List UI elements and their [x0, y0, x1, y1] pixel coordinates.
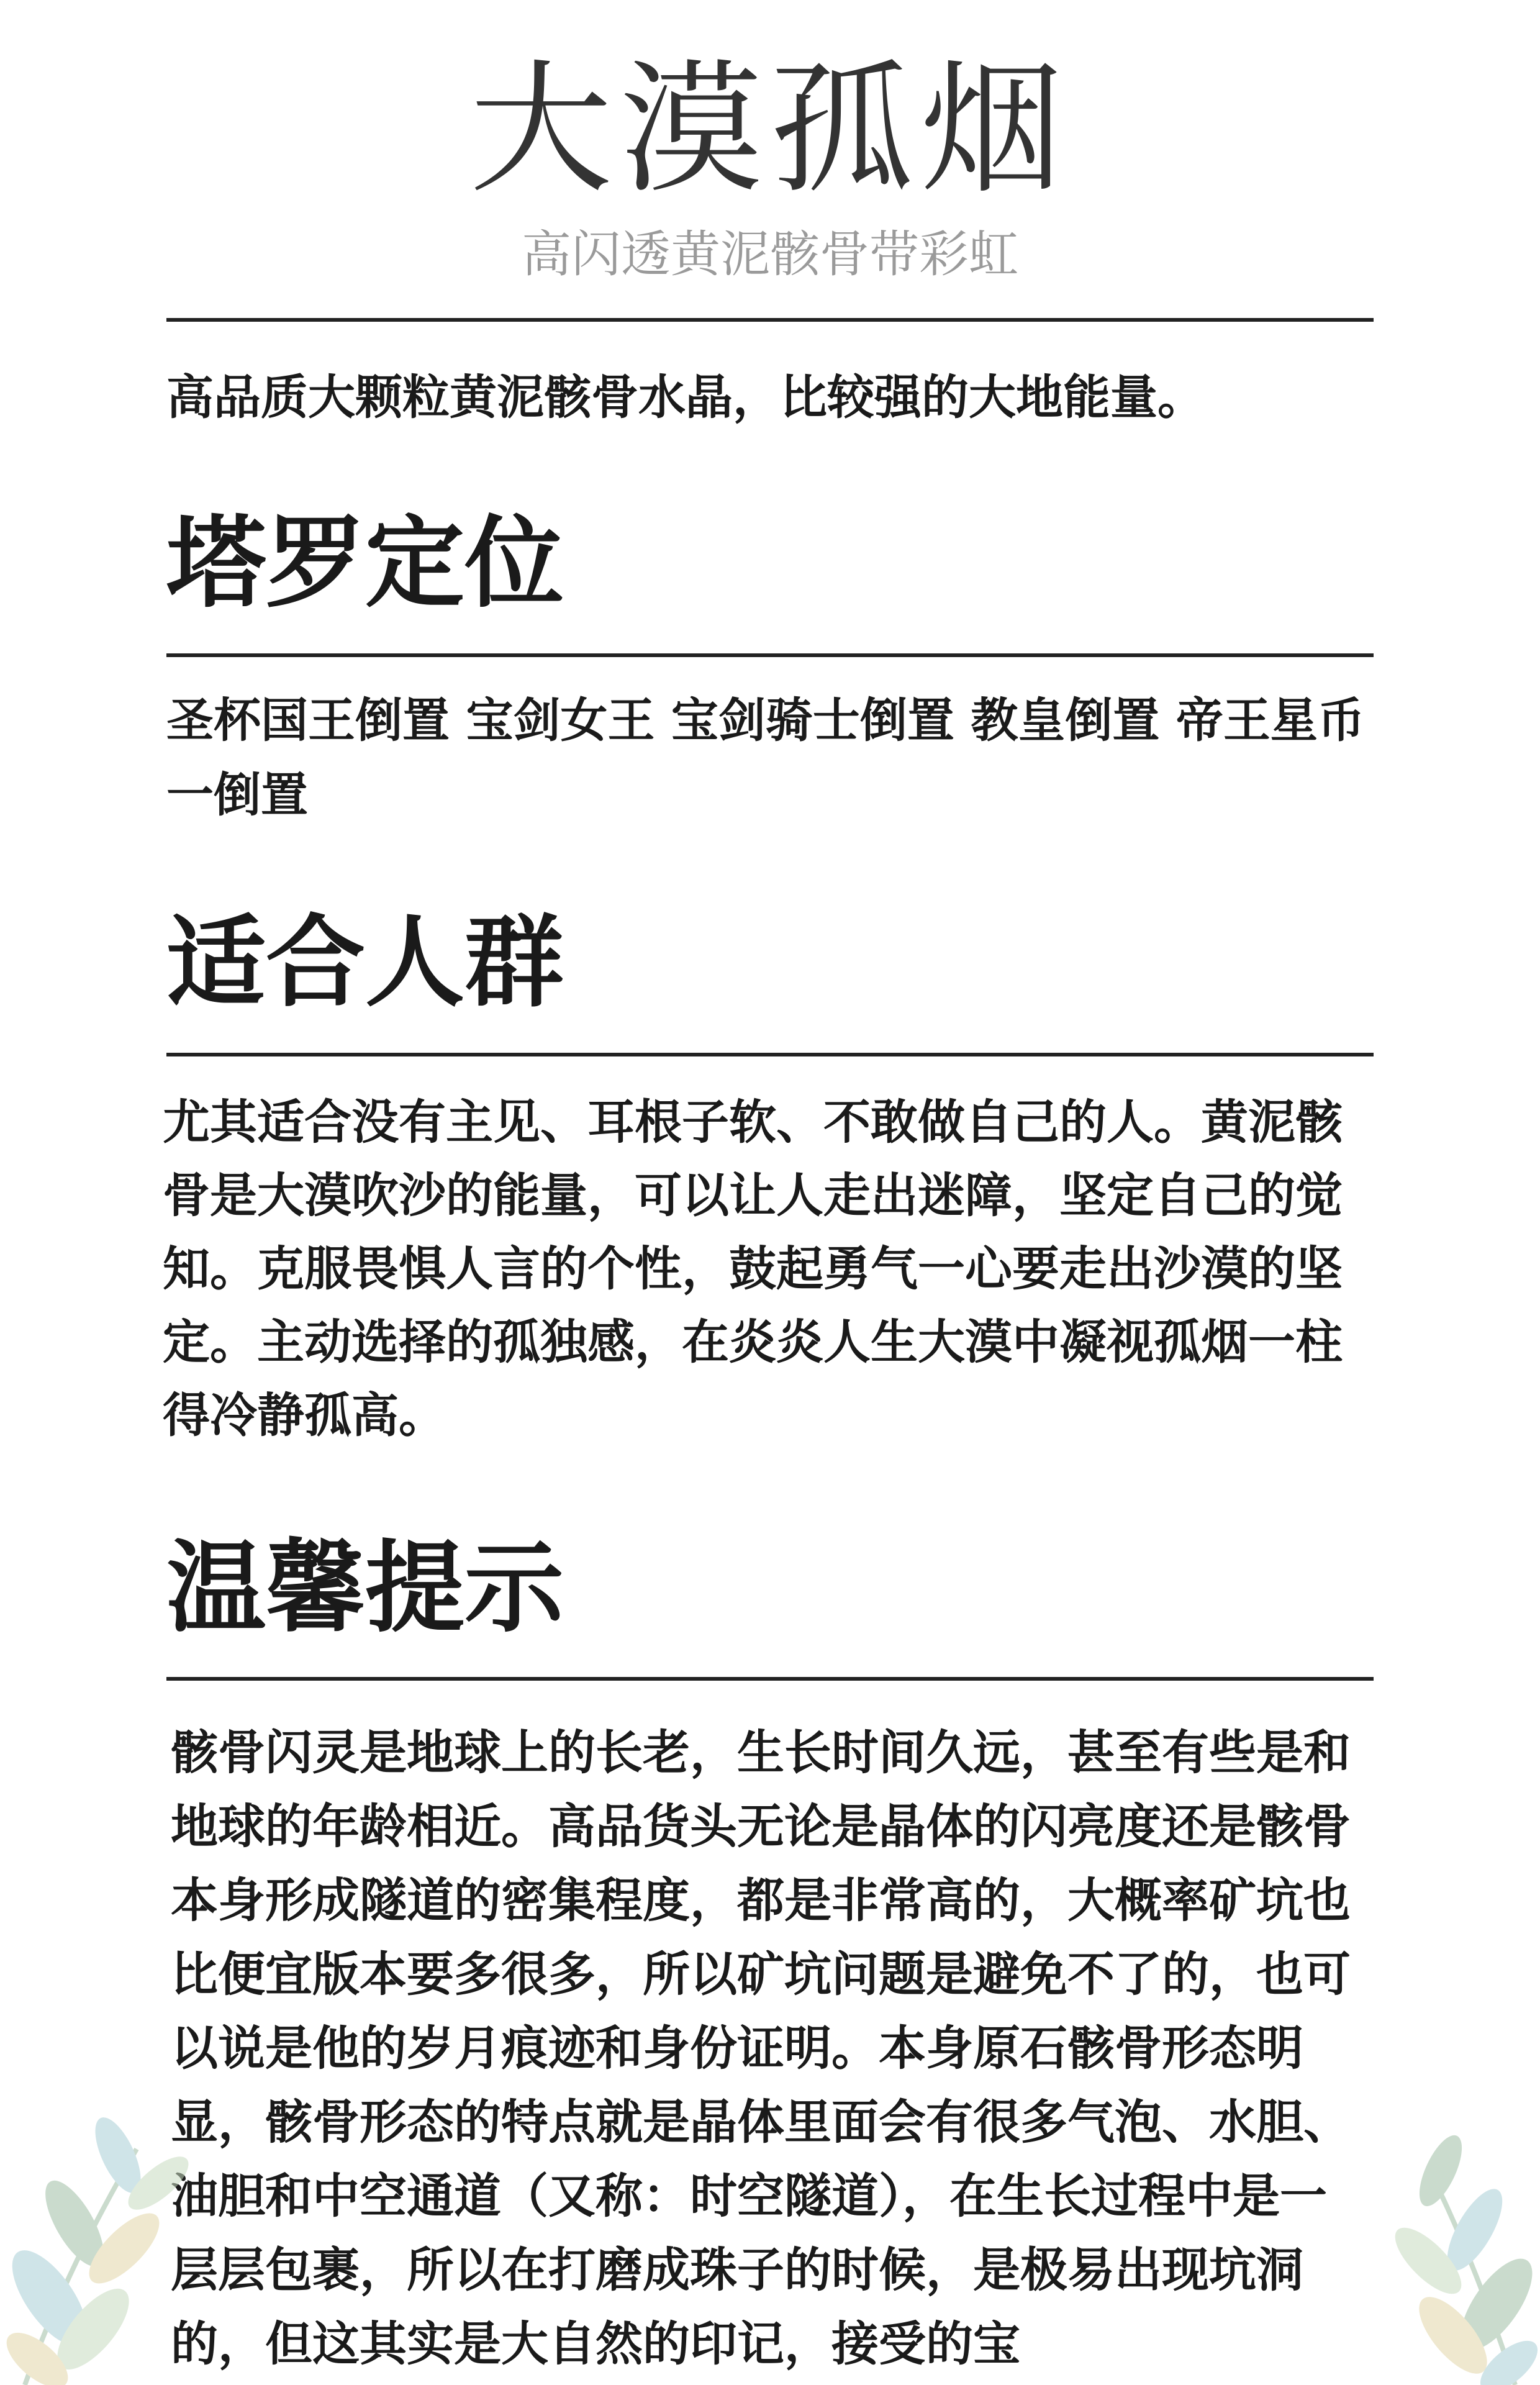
section-title-audience: 适合人群 — [166, 904, 564, 1020]
divider — [166, 1677, 1374, 1681]
section-text-tips: 骸骨闪灵是地球上的长老，生长时间久远，甚至有些是和地球的年龄相近。高品货头无论是晶体的闪亮度还是骸骨本身形成隧道的密集程度，都是非常高的，大概率矿坑也比便宜版本要多很多，所以矿坑问题是避免不了的，也可以说是他的岁月痕迹和身份证明。本身原石骸骨形态明显，骸骨形态的特点就是晶体里面会有很多气泡、水胆、油胆和中空通道（又称：时空隧道），在生长过程中是一层层包裹，所以在打磨成珠子的时候，是极易出现坑洞的，但这其实是大自然的印记，接受的宝 — [171, 1725, 1351, 2371]
divider — [166, 318, 1374, 322]
page-title: 大漠孤烟 — [469, 47, 1071, 213]
section-text-tarot: 圣杯国王倒置 宝剑女王 宝剑骑士倒置 教皇倒置 帝王星币一倒置 — [166, 693, 1365, 822]
section-title-tarot: 塔罗定位 — [166, 505, 564, 621]
section-title-tips: 温馨提示 — [166, 1530, 564, 1646]
divider — [166, 1053, 1374, 1056]
section-text-audience: 尤其适合没有主见、耳根子软、不敢做自己的人。黄泥骸骨是大漠吹沙的能量，可以让人走出迷障，坚定自己的觉知。克服畏惧人言的个性，鼓起勇气一心要走出沙漠的坚定。主动选择的孤独感，在炎炎人生大漠中凝视孤烟一柱得冷静孤高。 — [163, 1094, 1343, 1443]
page-subtitle: 高闪透黄泥骸骨带彩虹 — [522, 225, 1018, 283]
intro-text: 高品质大颗粒黄泥骸骨水晶，比较强的大地能量。 — [166, 370, 1205, 425]
leaf-branch-icon — [1341, 2062, 1540, 2385]
leaf-branch-icon — [0, 2037, 224, 2385]
divider — [166, 653, 1374, 657]
